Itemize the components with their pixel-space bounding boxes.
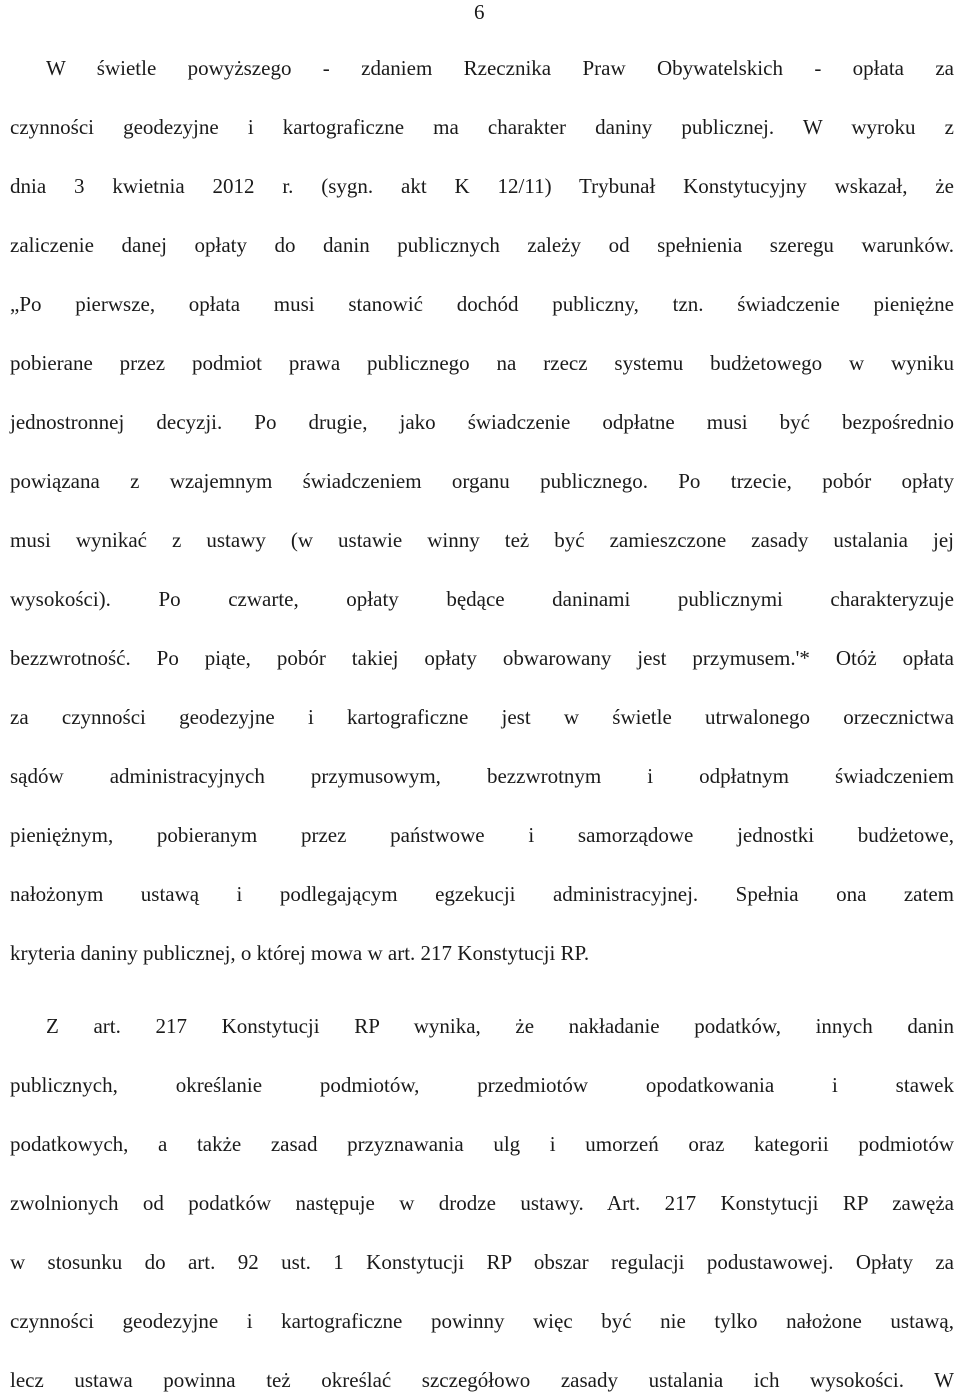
- page-number: 6: [474, 0, 485, 24]
- text-line: podatkowych, a także zasad przyznawania ulg i umorzeń oraz kategorii podmiotów: [10, 1132, 954, 1156]
- text-line: Z art. 217 Konstytucji RP wynika, że nakładanie podatków, innych danin: [46, 1014, 954, 1038]
- text-line: jednostronnej decyzji. Po drugie, jako świadczenie odpłatne musi być bezpośrednio: [10, 410, 954, 434]
- text-line: zwolnionych od podatków następuje w drodze ustawy. Art. 217 Konstytucji RP zawęża: [10, 1191, 954, 1215]
- text-line: czynności geodezyjne i kartograficzne powinny więc być nie tylko nałożone ustawą,: [10, 1309, 954, 1333]
- text-line: publicznych, określanie podmiotów, przedmiotów opodatkowania i stawek: [10, 1073, 954, 1097]
- text-line: kryteria daniny publicznej, o której mowa w art. 217 Konstytucji RP.: [10, 941, 590, 965]
- text-line: powiązana z wzajemnym świadczeniem organu publicznego. Po trzecie, pobór opłaty: [10, 469, 954, 493]
- text-line: musi wynikać z ustawy (w ustawie winny też być zamieszczone zasady ustalania jej: [10, 528, 954, 552]
- text-line: dnia 3 kwietnia 2012 r. (sygn. akt K 12/11) Trybunał Konstytucyjny wskazał, że: [10, 174, 954, 198]
- text-line: za czynności geodezyjne i kartograficzne jest w świetle utrwalonego orzecznictwa: [10, 705, 954, 729]
- text-line: sądów administracyjnych przymusowym, bezzwrotnym i odpłatnym świadczeniem: [10, 764, 954, 788]
- text-line: bezzwrotność. Po piąte, pobór takiej opłaty obwarowany jest przymusem.'* Otóż opłata: [10, 646, 954, 670]
- text-line: W świetle powyższego - zdaniem Rzecznika Praw Obywatelskich - opłata za: [46, 56, 954, 80]
- text-line: nałożonym ustawą i podlegającym egzekucji administracyjnej. Spełnia ona zatem: [10, 882, 954, 906]
- text-line: pobierane przez podmiot prawa publicznego na rzecz systemu budżetowego w wyniku: [10, 351, 954, 375]
- text-line: czynności geodezyjne i kartograficzne ma charakter daniny publicznej. W wyroku z: [10, 115, 954, 139]
- text-line: „Po pierwsze, opłata musi stanowić dochód publiczny, tzn. świadczenie pieniężne: [10, 292, 954, 316]
- text-line: lecz ustawa powinna też określać szczegółowo zasady ustalania ich wysokości. W: [10, 1368, 954, 1392]
- text-line: w stosunku do art. 92 ust. 1 Konstytucji RP obszar regulacji podustawowej. Opłaty za: [10, 1250, 954, 1274]
- text-line: pieniężnym, pobieranym przez państwowe i samorządowe jednostki budżetowe,: [10, 823, 954, 847]
- text-line: wysokości). Po czwarte, opłaty będące daninami publicznymi charakteryzuje: [10, 587, 954, 611]
- text-line: zaliczenie danej opłaty do danin publicznych zależy od spełnienia szeregu warunków.: [10, 233, 954, 257]
